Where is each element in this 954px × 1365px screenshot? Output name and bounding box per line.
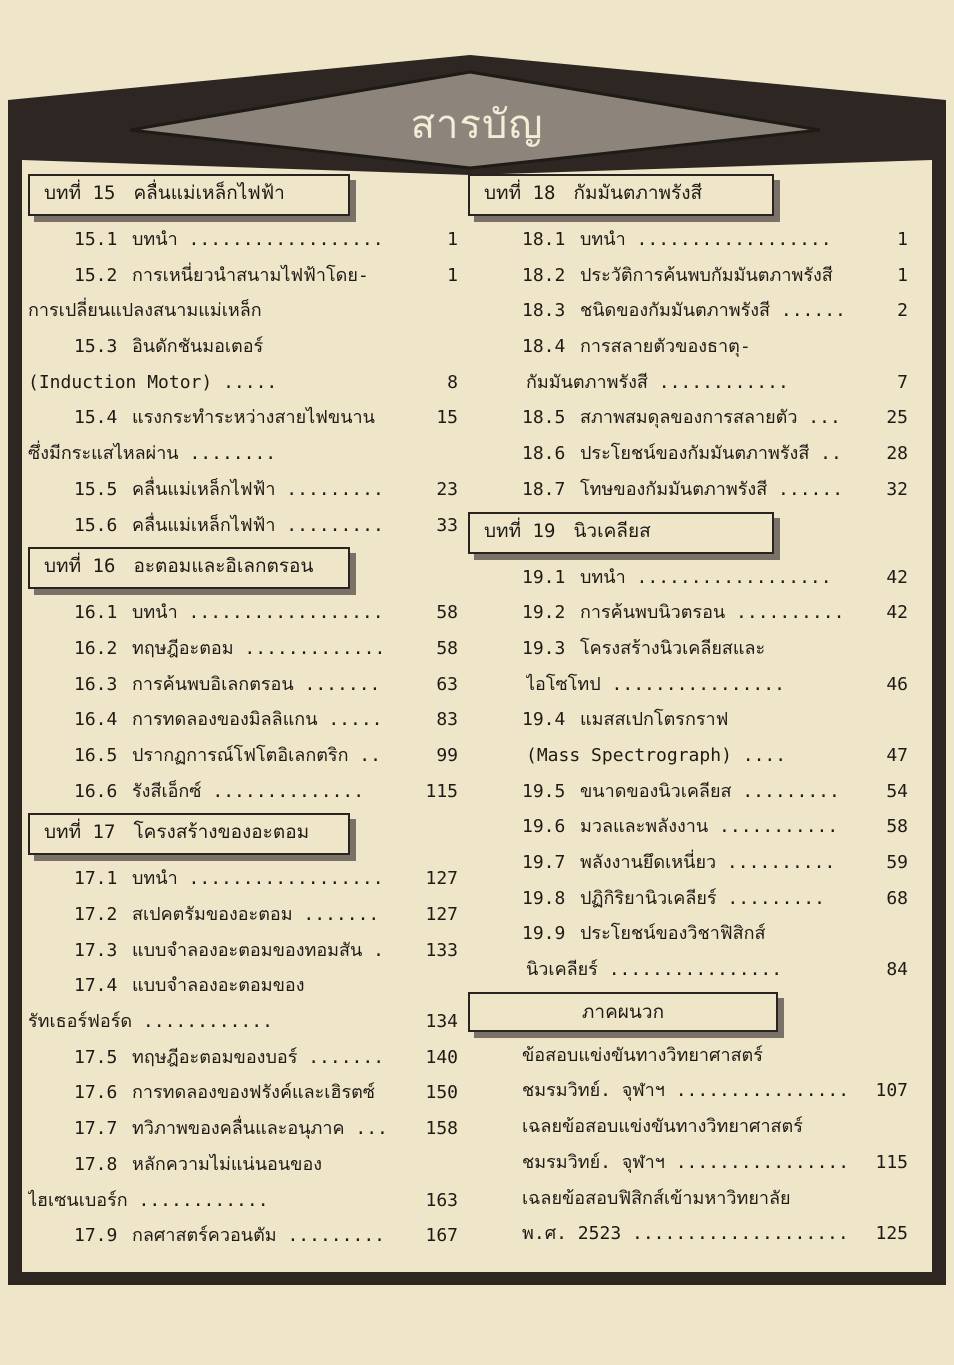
section-number: 18.5 <box>522 407 566 429</box>
section-title: ปฏิกิริยานิวเคลียร์ ......... <box>580 887 825 909</box>
section-number: 17.4 <box>74 975 118 997</box>
appendix-entry <box>468 1145 908 1181</box>
toc-entry <box>468 365 908 401</box>
section-title: การค้นพบอิเลกตรอน ....... <box>132 673 381 695</box>
toc-entry <box>468 809 908 845</box>
toc-entry <box>468 472 908 508</box>
page-number: 84 <box>886 959 908 981</box>
toc-entry <box>468 293 908 329</box>
section-title: ทฤษฎีอะตอมของบอร์ ....... <box>132 1046 385 1068</box>
page-number: 127 <box>425 868 458 890</box>
section-title: แบบจำลองอะตอมของ <box>132 975 305 997</box>
page-number: 167 <box>425 1225 458 1247</box>
toc-entry <box>28 968 458 1004</box>
page-number: 46 <box>886 673 908 695</box>
toc-entry <box>28 631 458 667</box>
section-number: 19.5 <box>522 780 566 802</box>
toc-entry <box>28 774 458 810</box>
section-number: 17.9 <box>74 1225 118 1247</box>
appendix-text: ข้อสอบแข่งขันทางวิทยาศาสตร์ <box>522 1044 763 1066</box>
section-title: ชนิดของกัมมันตภาพรังสี ...... <box>580 300 846 322</box>
section-number: 18.3 <box>522 300 566 322</box>
toc-entry <box>28 1147 458 1183</box>
section-number: 19.8 <box>522 887 566 909</box>
page-number: 8 <box>447 371 458 393</box>
section-number: 18.6 <box>522 443 566 465</box>
toc-entry <box>28 365 458 401</box>
toc-entry <box>28 933 458 969</box>
section-number: 19.1 <box>522 566 566 588</box>
toc-entry <box>28 897 458 933</box>
section-number: 16.2 <box>74 637 118 659</box>
page-number: 2 <box>897 300 908 322</box>
page-number: 1 <box>447 229 458 250</box>
chapter-heading <box>28 813 350 855</box>
toc-entry <box>468 916 908 952</box>
page-number: 25 <box>886 407 908 429</box>
section-title: ซึ่งมีกระแสไหลผ่าน ........ <box>28 443 277 465</box>
toc-entry <box>468 952 908 988</box>
toc-entry <box>468 436 908 472</box>
chapter-heading <box>28 547 350 589</box>
section-title: บทนำ .................. <box>132 229 384 250</box>
page-number: 68 <box>886 887 908 909</box>
page-number: 115 <box>875 1151 908 1173</box>
toc-entry <box>28 258 458 294</box>
section-number: 18.7 <box>522 478 566 500</box>
page-number: 28 <box>886 443 908 465</box>
section-number: 17.6 <box>74 1082 118 1104</box>
section-title: ประโยชน์ของกัมมันตภาพรังสี .. <box>580 443 842 465</box>
toc-entry <box>28 329 458 365</box>
toc-entry <box>468 702 908 738</box>
section-number: 15.2 <box>74 264 118 286</box>
toc-entry <box>468 400 908 436</box>
page-number: 42 <box>886 566 908 588</box>
section-number: 15.1 <box>74 229 118 250</box>
section-number: 19.7 <box>522 852 566 873</box>
section-title: ปรากฏการณ์โฟโตอิเลกตริก .. <box>132 744 381 766</box>
page-number: 83 <box>436 709 458 731</box>
section-number: 17.5 <box>74 1046 118 1068</box>
toc-entry <box>468 258 908 294</box>
toc-entry <box>28 1075 458 1111</box>
section-title: (Induction Motor) ..... <box>28 371 278 393</box>
section-title: ทวิภาพของคลื่นและอนุภาค ... <box>132 1118 388 1140</box>
toc-entry <box>468 631 908 667</box>
toc-entry <box>28 1183 458 1219</box>
section-title: คลื่นแม่เหล็กไฟฟ้า ......... <box>132 478 384 500</box>
section-title: รังสีเอ็กซ์ .............. <box>132 780 365 802</box>
section-number: 18.2 <box>522 264 566 286</box>
toc-entry <box>28 400 458 436</box>
section-title: การทดลองของฟรังค์และเฮิรตซ์ <box>132 1082 376 1104</box>
section-title: บทนำ .................. <box>132 602 384 624</box>
section-number: 17.2 <box>74 904 118 925</box>
section-number: 16.3 <box>74 673 118 695</box>
page-number: 58 <box>886 816 908 838</box>
toc-entry <box>468 222 908 258</box>
toc-entry <box>468 881 908 917</box>
toc-entry <box>28 472 458 508</box>
appendix-title: ภาคผนวก <box>581 1000 665 1023</box>
section-number: 19.2 <box>522 602 566 624</box>
section-title: การสลายตัวของธาตุ- <box>580 336 751 358</box>
toc-entry <box>28 436 458 472</box>
section-number: 19.4 <box>522 709 566 731</box>
section-number: 17.1 <box>74 868 118 890</box>
page-number: 58 <box>436 637 458 659</box>
appendix-text: ชมรมวิทย์. จุฬาฯ ................ <box>522 1080 850 1102</box>
toc-left-column <box>28 170 458 1254</box>
section-title: สเปคตรัมของอะตอม ....... <box>132 904 380 925</box>
toc-entry <box>28 508 458 544</box>
page-number: 1 <box>897 264 908 286</box>
chapter-heading <box>28 174 350 216</box>
section-title: มวลและพลังงาน ........... <box>580 816 839 838</box>
section-title: ไอโซโทป ................ <box>526 673 785 695</box>
section-title: กลศาสตร์ควอนตัม ......... <box>132 1225 385 1247</box>
section-title: ไฮเซนเบอร์ก ............ <box>28 1189 269 1211</box>
section-title: ประโยชน์ของวิชาฟิสิกส์ <box>580 923 766 945</box>
page-number <box>864 1038 908 1074</box>
appendix-heading <box>468 992 778 1032</box>
section-number: 16.4 <box>74 709 118 731</box>
toc-entry <box>468 667 908 703</box>
section-number: 15.4 <box>74 407 118 429</box>
section-title: อินดักชันมอเตอร์ <box>132 336 264 358</box>
page-number <box>864 1181 908 1217</box>
appendix-text: พ.ศ. 2523 .................... <box>522 1223 849 1245</box>
page-title: สารบัญ <box>410 102 544 148</box>
toc-entry <box>468 560 908 596</box>
appendix-text: ชมรมวิทย์. จุฬาฯ ................ <box>522 1151 850 1173</box>
section-number: 19.3 <box>522 637 566 659</box>
section-title: พลังงานยึดเหนี่ยว .......... <box>580 852 836 873</box>
page-number: 33 <box>436 514 458 536</box>
section-number: 17.7 <box>74 1118 118 1140</box>
page-number: 15 <box>436 407 458 429</box>
chapter-number: บทที่ 15 <box>44 182 116 204</box>
toc-entry <box>28 702 458 738</box>
section-title: บทนำ .................. <box>132 868 384 890</box>
section-number: 19.9 <box>522 923 566 945</box>
page-number: 1 <box>447 264 458 286</box>
section-title: แบบจำลองอะตอมของทอมสัน . <box>132 939 384 961</box>
section-title: การทดลองของมิลลิแกน ..... <box>132 709 383 731</box>
page-number: 140 <box>425 1046 458 1068</box>
section-title: โทษของกัมมันตภาพรังสี ...... <box>580 478 844 500</box>
chapter-title: อะตอมและอิเลกตรอน <box>133 555 314 578</box>
section-number: 17.3 <box>74 939 118 961</box>
page-number: 99 <box>436 744 458 766</box>
chapter-heading <box>468 174 774 216</box>
section-number: 19.6 <box>522 816 566 838</box>
page-number: 133 <box>425 939 458 961</box>
page-number: 125 <box>875 1223 908 1245</box>
section-title: ทฤษฎีอะตอม ............. <box>132 637 386 659</box>
section-title: แมสสเปกโตรกราฟ <box>580 709 729 731</box>
section-title: ประวัติการค้นพบกัมมันตภาพรังสี <box>580 264 833 286</box>
section-number: 16.5 <box>74 744 118 766</box>
appendix-entry <box>468 1181 908 1217</box>
section-number: 16.6 <box>74 780 118 802</box>
toc-entry <box>28 222 458 258</box>
page-number: 107 <box>875 1080 908 1102</box>
section-title: การเหนี่ยวนำสนามไฟฟ้าโดย- <box>132 264 369 286</box>
appendix-entry <box>468 1216 908 1252</box>
toc-entry <box>468 738 908 774</box>
page-number: 63 <box>436 673 458 695</box>
toc-entry <box>28 1111 458 1147</box>
toc-right-column <box>468 170 908 1252</box>
chapter-heading <box>468 512 774 554</box>
section-number: 15.6 <box>74 514 118 536</box>
chapter-title: โครงสร้างของอะตอม <box>133 821 310 844</box>
section-title: บทนำ .................. <box>580 229 832 250</box>
page-number: 150 <box>425 1082 458 1104</box>
section-title: การเปลี่ยนแปลงสนามแม่เหล็ก <box>28 300 262 322</box>
section-title: ขนาดของนิวเคลียส ......... <box>580 780 840 802</box>
page-number: 32 <box>886 478 908 500</box>
toc-entry <box>28 293 458 329</box>
appendix-text: เฉลยข้อสอบแข่งขันทางวิทยาศาสตร์ <box>522 1116 803 1138</box>
page-number: 7 <box>897 371 908 393</box>
chapter-title: คลื่นแม่เหล็กไฟฟ้า <box>133 182 285 204</box>
page-number: 47 <box>886 744 908 766</box>
toc-entry <box>468 774 908 810</box>
toc-entry <box>28 1004 458 1040</box>
section-number: 18.1 <box>522 229 566 250</box>
section-title: กัมมันตภาพรังสี ............ <box>526 371 789 393</box>
page-number: 127 <box>425 904 458 925</box>
section-number: 15.3 <box>74 336 118 358</box>
chapter-title: กัมมันตภาพรังสี <box>573 182 703 204</box>
section-number: 18.4 <box>522 336 566 358</box>
section-title: แรงกระทำระหว่างสายไฟขนาน <box>132 407 375 429</box>
toc-entry <box>28 1218 458 1254</box>
toc-entry <box>468 595 908 631</box>
toc-entry <box>28 667 458 703</box>
toc-entry <box>28 595 458 631</box>
section-title: (Mass Spectrograph) .... <box>526 744 787 766</box>
page-number: 23 <box>436 478 458 500</box>
section-title: การค้นพบนิวตรอน .......... <box>580 602 845 624</box>
section-title: คลื่นแม่เหล็กไฟฟ้า ......... <box>132 514 384 536</box>
chapter-title: นิวเคลียส <box>573 519 651 542</box>
toc-entry <box>28 1040 458 1076</box>
page-number: 134 <box>425 1011 458 1033</box>
appendix-entry <box>468 1109 908 1145</box>
chapter-number: บทที่ 19 <box>484 519 556 542</box>
page-number: 58 <box>436 602 458 624</box>
appendix-entry <box>468 1073 908 1109</box>
page-number: 54 <box>886 780 908 802</box>
section-title: หลักความไม่แน่นอนของ <box>132 1153 323 1175</box>
page-number <box>864 1109 908 1145</box>
page-number: 1 <box>897 229 908 250</box>
appendix-text: เฉลยข้อสอบฟิสิกส์เข้ามหาวิทยาลัย <box>522 1187 791 1209</box>
page-number: 158 <box>425 1118 458 1140</box>
section-number: 15.5 <box>74 478 118 500</box>
page-number: 59 <box>886 852 908 873</box>
section-title: บทนำ .................. <box>580 566 832 588</box>
section-title: นิวเคลียร์ ................ <box>526 959 783 981</box>
appendix-entry <box>468 1038 908 1074</box>
toc-entry <box>468 845 908 881</box>
section-number: 17.8 <box>74 1153 118 1175</box>
chapter-number: บทที่ 16 <box>44 555 116 578</box>
page-number: 115 <box>425 780 458 802</box>
section-title: โครงสร้างนิวเคลียสและ <box>580 637 766 659</box>
chapter-number: บทที่ 17 <box>44 821 116 844</box>
section-number: 16.1 <box>74 602 118 624</box>
page-number: 163 <box>425 1189 458 1211</box>
section-title: สภาพสมดุลของการสลายตัว ... <box>580 407 841 429</box>
page-number: 42 <box>886 602 908 624</box>
section-title: รัทเธอร์ฟอร์ด ............ <box>28 1011 273 1033</box>
toc-entry <box>28 861 458 897</box>
toc-entry <box>28 738 458 774</box>
toc-entry <box>468 329 908 365</box>
chapter-number: บทที่ 18 <box>484 182 556 204</box>
